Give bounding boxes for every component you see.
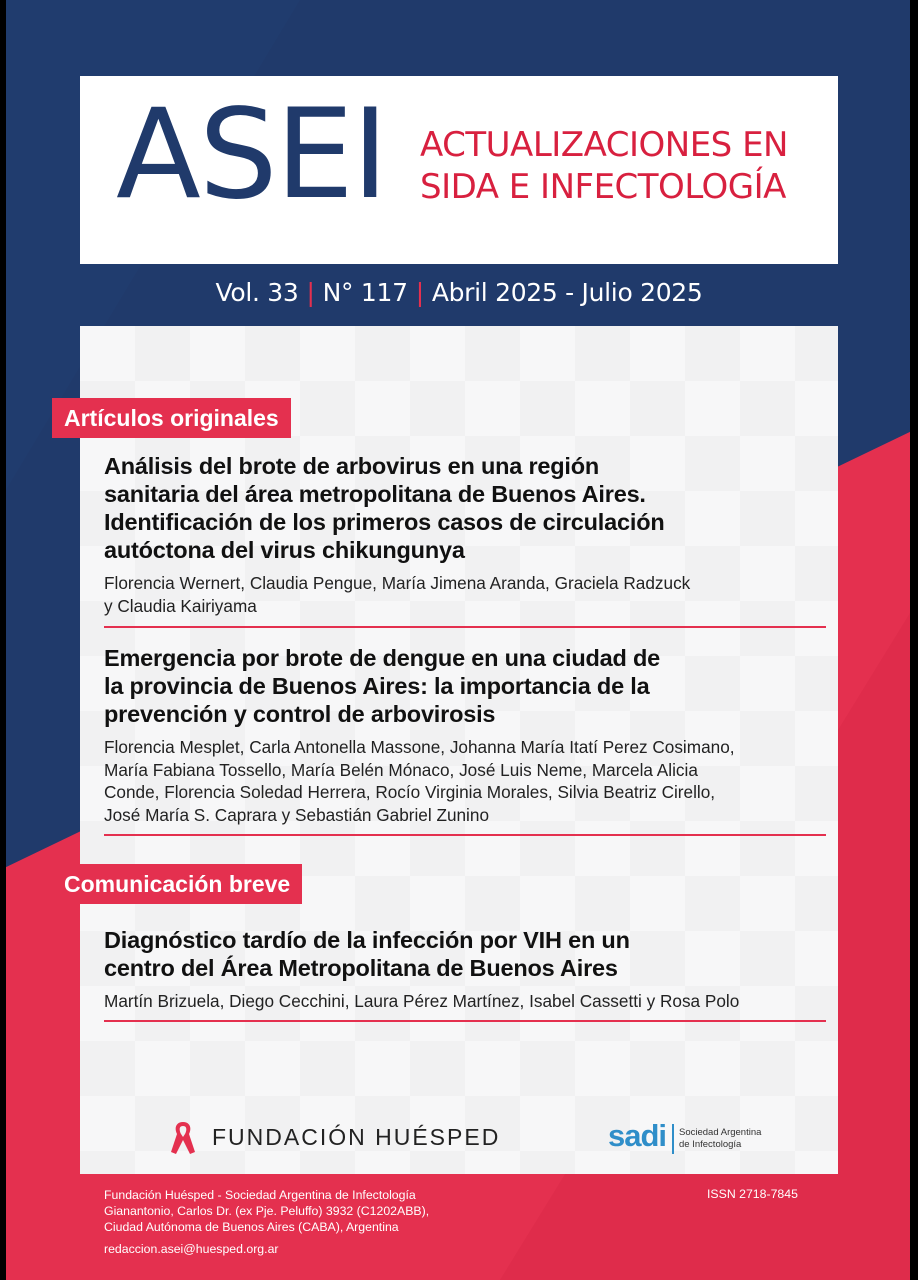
asei-logo: ASEI [116, 83, 387, 227]
article-authors [104, 572, 824, 617]
article-3 [104, 926, 824, 1013]
fundacion-huesped-logo: FUNDACIÓN HUÉSPED [212, 1124, 501, 1150]
title-line: centro del Área Metropolitana de Buenos Aires [104, 955, 618, 981]
subtitle-line: ACTUALIZACIONES EN [420, 125, 788, 165]
article-title [104, 644, 824, 728]
volume: Vol. 33 [215, 278, 299, 307]
address-line: Gianantonio, Carlos Dr. (ex Pje. Peluffo) 3932 (C1202ABB), [104, 1204, 430, 1218]
sadi-desc-line: de Infectología [679, 1139, 742, 1150]
sadi-divider [672, 1124, 674, 1154]
title-line: Diagnóstico tardío de la infección por VIH en un [104, 927, 630, 953]
article-divider [104, 834, 826, 836]
section-label-comunicacion-breve: Comunicación breve [52, 864, 302, 904]
title-line: Identificación de los primeros casos de circulación [104, 509, 665, 535]
title-line: sanitaria del área metropolitana de Buenos Aires. [104, 481, 646, 507]
red-ribbon-icon [168, 1118, 198, 1158]
article-2 [104, 644, 824, 826]
title-line: autóctona del virus chikungunya [104, 537, 465, 563]
author-line: Conde, Florencia Soledad Herrera, Rocío Virginia Morales, Silvia Beatriz Cirello, [104, 782, 716, 802]
article-authors [104, 736, 824, 826]
title-line: la provincia de Buenos Aires: la importancia de la [104, 673, 650, 699]
separator: | [415, 278, 424, 307]
left-edge [0, 0, 6, 1280]
subtitle-line: SIDA E INFECTOLOGÍA [420, 167, 786, 207]
address-line: Fundación Huésped - Sociedad Argentina de Infectología [104, 1188, 416, 1202]
sadi-desc-line: Sociedad Argentina [679, 1127, 762, 1138]
author-line: José María S. Caprara y Sebastián Gabriel Zunino [104, 804, 489, 825]
section-label-articulos-originales: Artículos originales [52, 398, 291, 438]
article-title [104, 926, 824, 982]
article-divider [104, 626, 826, 628]
article-divider [104, 1020, 826, 1022]
article-1 [104, 452, 824, 617]
separator: | [306, 278, 315, 307]
issue-info [0, 278, 918, 307]
right-edge [910, 0, 918, 1280]
author-line: Florencia Mesplet, Carla Antonella Massone, Johanna María Itatí Perez Cosimano, [104, 737, 735, 757]
title-line: Análisis del brote de arbovirus en una región [104, 453, 600, 479]
sadi-logo: sadi [608, 1118, 667, 1153]
author-line: María Fabiana Tossello, María Belén Mónaco, José Luis Neme, Marcela Alicia [104, 759, 698, 780]
issn: ISSN 2718-7845 [707, 1187, 798, 1201]
address-line: Ciudad Autónoma de Buenos Aires (CABA), Argentina [104, 1220, 399, 1234]
article-title [104, 452, 824, 564]
sadi-description [679, 1127, 761, 1151]
header-box [80, 76, 838, 264]
contact-email: redaccion.asei@huesped.org.ar [104, 1242, 279, 1256]
title-line: prevención y control de arbovirosis [104, 701, 496, 727]
author-line: Florencia Wernert, Claudia Pengue, María Jimena Aranda, Graciela Radzuck [104, 573, 691, 593]
article-authors [104, 990, 824, 1013]
journal-subtitle [420, 124, 820, 208]
author-line: y Claudia Kairiyama [104, 595, 257, 616]
publisher-address [104, 1187, 429, 1235]
author-line: Martín Brizuela, Diego Cecchini, Laura Pérez Martínez, Isabel Cassetti y Rosa Polo [104, 991, 740, 1011]
issue-period: Abril 2025 - Julio 2025 [431, 278, 703, 307]
title-line: Emergencia por brote de dengue en una ciudad de [104, 645, 661, 671]
issue-number: N° 117 [322, 278, 408, 307]
